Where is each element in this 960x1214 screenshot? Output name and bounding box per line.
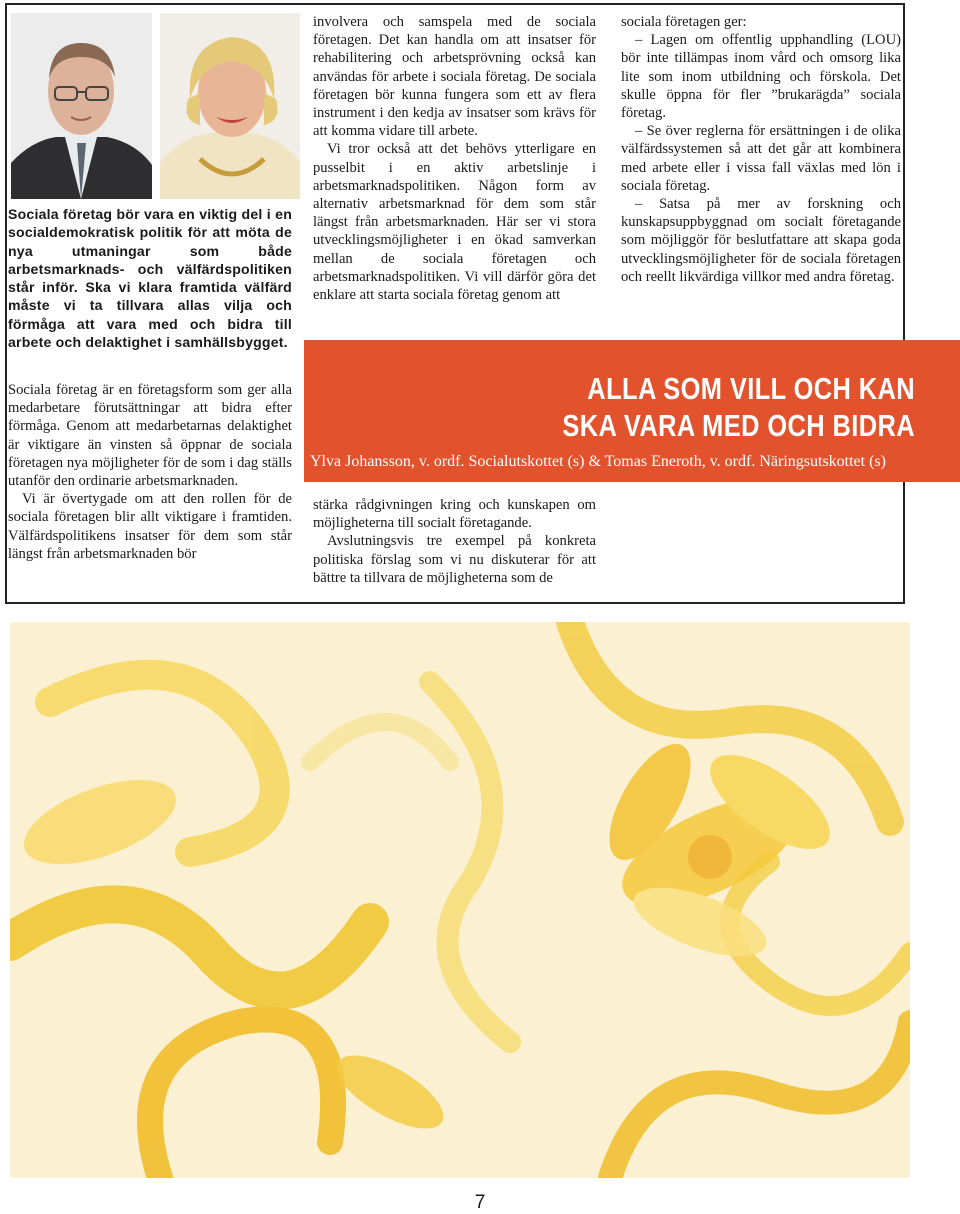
column-2-paragraph-4: Avslutningsvis tre exempel på konkreta politiska förslag som vi nu diskuterar för att bättre ta tillvara de möjligheterna som de <box>313 533 596 586</box>
column-1-paragraph-1: Sociala företag är en företagsform som ger alla medarbetare förutsättningar att bidra efter förmåga. Genom att medarbetarnas delaktighet är viktigare än vinsten så öppnar de sociala företagen nya möjligheter för de som i dag ställs utanför den ordinarie arbetsmarknaden. <box>8 382 292 490</box>
column-3-paragraph-3: – Se över reglerna för ersättningen i de olika välfärdssystemen så att det går att kombinera med arbete eller i vissa fall växlas med lön i sociala företag. <box>621 123 901 194</box>
headline <box>562 370 915 444</box>
column-2-paragraph-1: involvera och samspela med de sociala företagen. Det kan handla om att insatser för rehabilitering och arbetsprövning också kan användas för arbete i sociala företag. De sociala företagen bör kunna fungera som ett av flera instrument i den kedja av insatser som krävs för att komma vidare till arbete. <box>313 14 596 140</box>
byline: Ylva Johansson, v. ordf. Socialutskottet (s) & Tomas Eneroth, v. ordf. Näringsutskottet (s) <box>310 453 886 470</box>
column-1-body <box>8 381 292 563</box>
lead-paragraph: Sociala företag bör vara en viktig del i en socialdemokratisk politik för att möta de nya utmaningar som både arbetsmarknads- och välfärdspolitiken står inför. Ska vi klara framtida välfärd måste vi ta tillvara allas vilja och förmåga att vara med och bidra till arbete och delaktighet i samhällsbygget. <box>8 206 292 351</box>
portrait-woman <box>160 13 300 199</box>
watercolor-painting <box>10 622 910 1178</box>
column-1-paragraph-2: Vi är övertygade om att den rollen för de sociala företagen blir allt viktigare i framtiden. Välfärdspolitikens insatser för dem som står längst från arbetsmarknaden bör <box>8 491 292 562</box>
column-2-continuation <box>313 496 596 587</box>
column-2-body <box>313 13 596 304</box>
column-3-paragraph-2: – Lagen om offentlig upphandling (LOU) bör inte tillämpas inom vård och omsorg lika lite som inom utbildning och förskola. Det skulle öppna för fler ”brukarägda” sociala företag. <box>621 32 901 122</box>
headline-banner <box>304 340 960 482</box>
page-number: 7 <box>474 1192 486 1213</box>
column-2-paragraph-3: stärka rådgivningen kring och kunskapen om möjligheterna till socialt företagande. <box>313 497 596 532</box>
headline-line-1: ALLA SOM VILL OCH KAN <box>587 371 915 406</box>
column-3-paragraph-4: – Satsa på mer av forskning och kunskapsuppbyggnad om socialt företagande som möjliggör för beslutfattare att skapa goda utvecklingsmöjligheter för de sociala företagen och reellt likvärdiga villkor med andra företag. <box>621 196 901 285</box>
column-3-body <box>621 13 901 286</box>
column-3-paragraph-1: sociala företagen ger: <box>621 14 747 30</box>
headline-line-2: SKA VARA MED OCH BIDRA <box>562 408 915 443</box>
portrait-man <box>11 13 152 199</box>
column-2-paragraph-2: Vi tror också att det behövs ytterligare en pusselbit i en aktiv arbetslinje i arbetsmarknadspolitiken. Någon form av alternativ arbetsmarknad för dem som står längst från arbetsmarknaden. Här ser vi stora utvecklingsmöjligheter i en ökad samverkan mellan de sociala företagen och arbetsmarknadspolitiken. Vi vill därför göra det enklare att starta sociala företag genom att <box>313 141 596 304</box>
